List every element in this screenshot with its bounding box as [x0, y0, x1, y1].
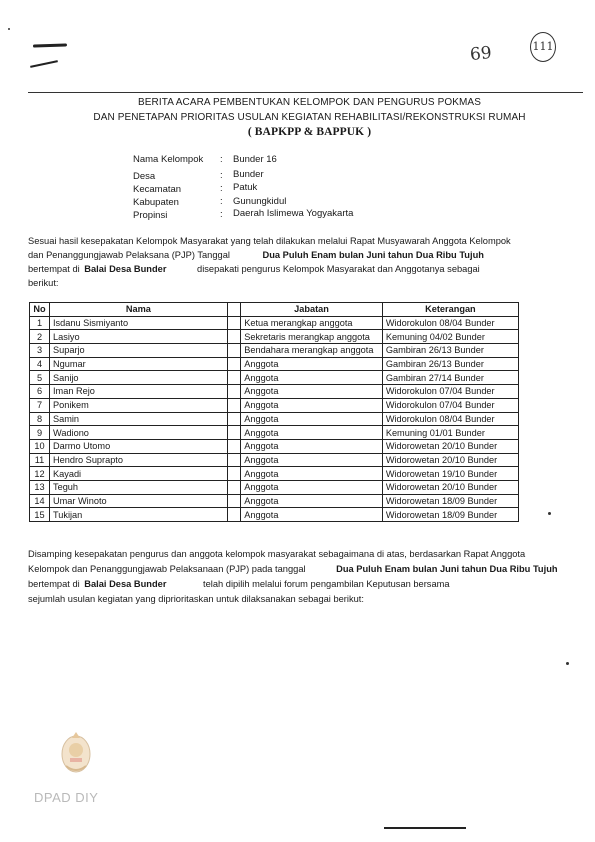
cell-no: 10: [30, 439, 50, 453]
handwritten-page-number: 69: [469, 42, 493, 66]
table-row: [30, 439, 519, 453]
cell-jabatan: Anggota: [241, 371, 383, 385]
col-header-no: No: [30, 303, 50, 317]
cell-jabatan: Anggota: [241, 398, 383, 412]
cell-keterangan: Widorowetan 18/09 Bunder: [382, 494, 518, 508]
cell-gap: [227, 330, 241, 344]
table-row: [30, 426, 519, 440]
cell-jabatan: Ketua merangkap anggota: [241, 316, 383, 330]
info-colon: :: [220, 209, 223, 220]
cell-gap: [227, 494, 241, 508]
meeting-date: Dua Puluh Enam bulan Juni tahun Dua Ribu Tujuh: [262, 250, 484, 260]
cell-no: 4: [30, 357, 50, 371]
info-colon: :: [220, 170, 223, 181]
info-label: Propinsi: [133, 210, 168, 221]
info-label: Kabupaten: [133, 197, 179, 208]
cell-jabatan: Sekretaris merangkap anggota: [241, 330, 383, 344]
cell-gap: [227, 467, 241, 481]
meeting-place: Balai Desa Bunder: [84, 579, 167, 589]
cell-jabatan: Anggota: [241, 385, 383, 399]
cell-nama: Tukijan: [50, 508, 228, 522]
cell-gap: [227, 357, 241, 371]
info-value: Gunungkidul: [233, 196, 287, 207]
table-row: [30, 412, 519, 426]
meeting-place: Balai Desa Bunder: [84, 264, 167, 274]
cell-keterangan: Widorowetan 20/10 Bunder: [382, 453, 518, 467]
cell-gap: [227, 344, 241, 358]
cell-no: 11: [30, 453, 50, 467]
cell-no: 9: [30, 426, 50, 440]
cell-jabatan: Anggota: [241, 412, 383, 426]
circled-page-number: 111: [530, 32, 556, 62]
cell-nama: Iman Rejo: [50, 385, 228, 399]
cell-keterangan: Kemuning 01/01 Bunder: [382, 426, 518, 440]
cell-nama: Hendro Suprapto: [50, 453, 228, 467]
regional-emblem-logo: [58, 728, 94, 776]
cell-no: 8: [30, 412, 50, 426]
para2-text: bertempat di: [28, 579, 80, 589]
para2-text: telah dipilih melalui forum pengambilan Keputusan bersama: [203, 579, 450, 589]
cell-nama: Isdanu Sismiyanto: [50, 316, 228, 330]
para1-text: dan Penanggungjawab Pelaksana (PJP) Tanggal: [28, 250, 230, 260]
members-table: [29, 302, 519, 522]
watermark-text: DPAD DIY: [34, 790, 99, 805]
paragraph-1-line-3: [28, 264, 480, 274]
info-value: Bunder 16: [233, 154, 277, 165]
title-line-3: ( BAPKPP & BAPPUK ): [247, 126, 372, 138]
cell-jabatan: Anggota: [241, 494, 383, 508]
pen-scribble-mark: [30, 60, 58, 68]
cell-keterangan: Widorokulon 08/04 Bunder: [382, 316, 518, 330]
info-colon: :: [220, 196, 223, 207]
meeting-date: Dua Puluh Enam bulan Juni tahun Dua Ribu Tujuh: [336, 564, 558, 574]
table-header-row: [30, 303, 519, 317]
cell-gap: [227, 480, 241, 494]
scan-speck: [548, 512, 551, 515]
cell-nama: Wadiono: [50, 426, 228, 440]
cell-nama: Darmo Utomo: [50, 439, 228, 453]
paragraph-2-line-4: sejumlah usulan kegiatan yang diprioritaskan untuk dilaksanakan sebagai berikut:: [28, 594, 364, 604]
signature-underline: [384, 827, 466, 829]
cell-nama: Ponikem: [50, 398, 228, 412]
cell-jabatan: Anggota: [241, 467, 383, 481]
table-row: [30, 494, 519, 508]
paragraph-2-line-2: [28, 564, 558, 574]
cell-no: 12: [30, 467, 50, 481]
para2-text: Kelompok dan Penanggungjawab Pelaksanaan (PJP) pada tanggal: [28, 564, 306, 574]
cell-no: 5: [30, 371, 50, 385]
table-row: [30, 316, 519, 330]
cell-nama: Suparjo: [50, 344, 228, 358]
cell-jabatan: Anggota: [241, 426, 383, 440]
table-row: [30, 344, 519, 358]
cell-gap: [227, 398, 241, 412]
cell-no: 3: [30, 344, 50, 358]
cell-keterangan: Kemuning 04/02 Bunder: [382, 330, 518, 344]
col-header-nama: Nama: [50, 303, 228, 317]
scan-speck: [8, 28, 10, 30]
table-row: [30, 508, 519, 522]
title-line-2: DAN PENETAPAN PRIORITAS USULAN KEGIATAN REHABILITASI/REKONSTRUKSI RUMAH: [93, 112, 526, 123]
info-label: Nama Kelompok: [133, 154, 204, 165]
cell-keterangan: Gambiran 26/13 Bunder: [382, 357, 518, 371]
cell-jabatan: Anggota: [241, 480, 383, 494]
cell-keterangan: Widorokulon 07/04 Bunder: [382, 385, 518, 399]
table-row: [30, 480, 519, 494]
info-value: Daerah Islimewa Yogyakarta: [233, 208, 354, 219]
cell-nama: Lasiyo: [50, 330, 228, 344]
paragraph-1-line-2: [28, 250, 484, 260]
cell-keterangan: Widorowetan 20/10 Bunder: [382, 439, 518, 453]
info-colon: :: [220, 183, 223, 194]
col-header-jabatan: Jabatan: [241, 303, 383, 317]
cell-keterangan: Gambiran 26/13 Bunder: [382, 344, 518, 358]
cell-no: 14: [30, 494, 50, 508]
paragraph-2-line-1: Disamping kesepakatan pengurus dan anggota kelompok masyarakat sebagaimana di atas, berdasarkan Rapat Anggota: [28, 549, 526, 559]
cell-keterangan: Gambiran 27/14 Bunder: [382, 371, 518, 385]
cell-no: 2: [30, 330, 50, 344]
cell-keterangan: Widorokulon 08/04 Bunder: [382, 412, 518, 426]
cell-gap: [227, 371, 241, 385]
cell-nama: Teguh: [50, 480, 228, 494]
para1-text: disepakati pengurus Kelompok Masyarakat dan Anggotanya sebagai: [197, 264, 480, 274]
paragraph-1-line-1: Sesuai hasil kesepakatan Kelompok Masyarakat yang telah dilakukan melalui Rapat Musyawarah Anggota Kelompok: [28, 236, 511, 246]
paragraph-2-line-3: [28, 579, 450, 589]
cell-no: 6: [30, 385, 50, 399]
cell-no: 13: [30, 480, 50, 494]
info-label: Kecamatan: [133, 184, 182, 195]
cell-nama: Kayadi: [50, 467, 228, 481]
table-row: [30, 385, 519, 399]
table-row: [30, 467, 519, 481]
cell-jabatan: Anggota: [241, 439, 383, 453]
info-label: Desa: [133, 171, 156, 182]
cell-gap: [227, 412, 241, 426]
cell-nama: Samin: [50, 412, 228, 426]
info-value: Patuk: [233, 182, 258, 193]
cell-gap: [227, 439, 241, 453]
cell-jabatan: Bendahara merangkap anggota: [241, 344, 383, 358]
cell-gap: [227, 316, 241, 330]
table-row: [30, 398, 519, 412]
cell-nama: Sanijo: [50, 371, 228, 385]
cell-gap: [227, 453, 241, 467]
cell-no: 15: [30, 508, 50, 522]
paragraph-1-line-4: berikut:: [28, 278, 59, 288]
table-row: [30, 371, 519, 385]
cell-jabatan: Anggota: [241, 453, 383, 467]
info-colon: :: [220, 154, 223, 165]
cell-no: 7: [30, 398, 50, 412]
para1-text: bertempat di: [28, 264, 80, 274]
cell-keterangan: Widorowetan 18/09 Bunder: [382, 508, 518, 522]
col-header-keterangan: Keterangan: [382, 303, 518, 317]
cell-nama: Umar Winoto: [50, 494, 228, 508]
table-row: [30, 357, 519, 371]
cell-keterangan: Widorowetan 19/10 Bunder: [382, 467, 518, 481]
table-row: [30, 453, 519, 467]
table-row: [30, 330, 519, 344]
cell-gap: [227, 385, 241, 399]
cell-keterangan: Widorokulon 07/04 Bunder: [382, 398, 518, 412]
pen-scribble-mark: [33, 43, 67, 47]
cell-gap: [227, 426, 241, 440]
cell-no: 1: [30, 316, 50, 330]
scan-speck: [566, 662, 569, 665]
title-line-1: BERITA ACARA PEMBENTUKAN KELOMPOK DAN PENGURUS POKMAS: [138, 97, 481, 108]
cell-nama: Ngumar: [50, 357, 228, 371]
cell-gap: [227, 508, 241, 522]
cell-jabatan: Anggota: [241, 357, 383, 371]
cell-jabatan: Anggota: [241, 508, 383, 522]
info-value: Bunder: [233, 169, 264, 180]
cell-keterangan: Widorowetan 20/10 Bunder: [382, 480, 518, 494]
col-gap: [227, 303, 241, 317]
